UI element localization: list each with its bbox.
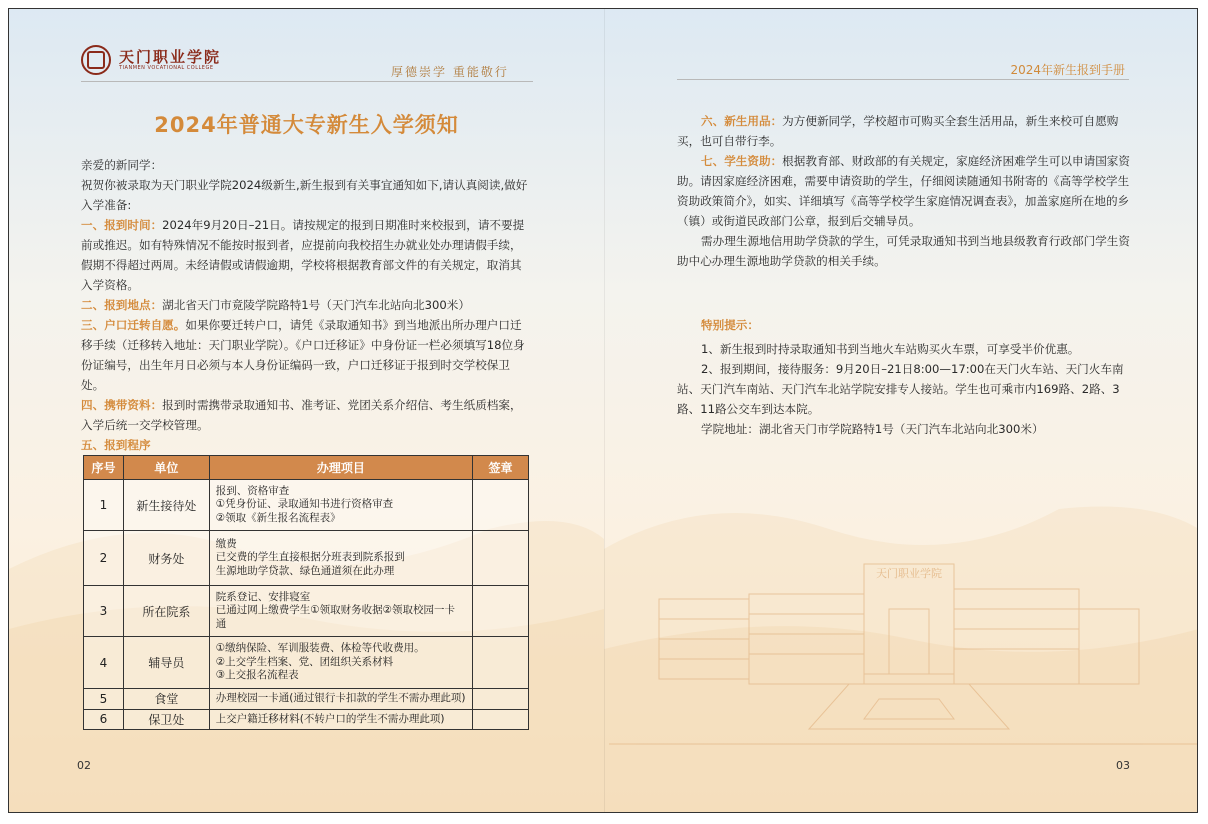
row-items (209, 531, 472, 586)
row-number: 5 (84, 689, 124, 710)
brochure-spread (8, 8, 1198, 813)
table-row (84, 480, 529, 531)
section-3 (81, 315, 533, 395)
item-line: 办理校园一卡通(通过银行卡扣款的学生不需办理此项) (215, 692, 466, 704)
tip-item: 学院地址：湖北省天门市学院路特1号（天门汽车北站向北300米） (701, 422, 1044, 436)
column-header: 序号 (84, 456, 124, 480)
greeting: 亲爱的新同学： (81, 158, 163, 172)
intro-paragraph: 祝贺你被录取为天门职业学院2024级新生,新生报到有关事宜通知如下,请认真阅读,做好入学准备: (81, 178, 528, 212)
row-unit: 新生接待处 (123, 480, 209, 531)
section-heading: 一、报到时间： (81, 218, 163, 232)
table-row (84, 689, 529, 710)
signature-cell (473, 480, 529, 531)
row-number: 1 (84, 480, 124, 531)
row-unit: 保卫处 (123, 709, 209, 730)
page-fold (604, 9, 605, 812)
table-row (84, 531, 529, 586)
row-unit: 所在院系 (123, 586, 209, 637)
section-text: 湖北省天门市竟陵学院路特1号（天门汽车北站向北300米） (162, 298, 470, 312)
section-6 (677, 111, 1135, 151)
header-rule-right (677, 79, 1129, 80)
column-header: 签章 (473, 456, 529, 480)
logo-english-name: TIANMEN VOCATIONAL COLLEGE (119, 65, 214, 71)
tips-heading: 特别提示： (701, 318, 759, 332)
building-sign: 天门职业学院 (876, 567, 942, 580)
item-line: 生源地助学贷款、绿色通道须在此办理 (215, 564, 395, 577)
table-row (84, 709, 529, 730)
row-items (209, 637, 472, 689)
special-tips (677, 315, 1135, 439)
signature-cell (473, 531, 529, 586)
row-items (209, 586, 472, 637)
item-line: 已交费的学生直接根据分班表到院系报到 (215, 551, 405, 564)
signature-cell (473, 689, 529, 710)
table-row (84, 586, 529, 637)
section-text: 如果你要迁转户口，请凭《录取通知书》到当地派出所办理户口迁移手续（迁移转入地址：天门职业学院）。《户口迁移证》中身份证一栏必须填写18位身份证编号，出生年月日必须与本人身份证编码一致，户口迁移证于报到时交学校保卫处。 (81, 318, 525, 392)
row-items (209, 480, 472, 531)
signature-cell (473, 709, 529, 730)
section-4 (81, 395, 533, 435)
section-2 (81, 295, 533, 315)
logo-chinese-name: 天门职业学院 (119, 48, 222, 66)
notice-body-continued (677, 111, 1135, 271)
item-line: ②领取《新生报名流程表》 (215, 511, 341, 524)
item-line: 报到、资格审查 (215, 484, 290, 497)
item-line: 上交户籍迁移材料(不转户口的学生不需办理此项) (215, 712, 445, 725)
loan-note: 需办理生源地信用助学贷款的学生，可凭录取通知书到当地县级教育行政部门学生资助中心办理生源地助学贷款的相关手续。 (677, 234, 1130, 268)
item-line: ①缴纳保险、军训服装费、体检等代收费用。 (215, 642, 425, 655)
item-line: ②上交学生档案、党、团组织关系材料 (215, 655, 394, 668)
row-unit: 食堂 (123, 689, 209, 710)
item-line: 缴费 (215, 537, 237, 550)
column-header: 办理项目 (209, 456, 472, 480)
section-heading: 五、报到程序 (81, 438, 151, 452)
document-title: 2024年普通大专新生入学须知 (154, 113, 459, 137)
row-number: 2 (84, 531, 124, 586)
emblem-icon (81, 45, 111, 75)
page-number-right: 03 (1116, 759, 1130, 772)
tip-item: 1、新生报到时持录取通知书到当地火车站购买火车票，可享受半价优惠。 (701, 342, 1080, 356)
signature-cell (473, 586, 529, 637)
motto: 厚德崇学 重能敬行 (391, 65, 509, 79)
section-heading: 四、携带资料： (81, 398, 163, 412)
item-line: 已通过网上缴费学生①领取财务收据②领取校园一卡 通 (215, 604, 456, 630)
page-number-left: 02 (77, 759, 91, 772)
section-heading: 三、户口迁转自愿。 (81, 318, 186, 332)
section-5 (81, 435, 533, 455)
college-logo (81, 45, 221, 75)
notice-body (81, 155, 533, 455)
tip-item: 2、报到期间，接待服务：9月20日–21日8:00—17:00在天门火车站、天门火车南站、天门汽车南站、天门汽车北站学院安排专人接站。学生也可乘市内169路、2路、3路、11路公交车到达本院。 (677, 362, 1124, 416)
item-line: ①凭身份证、录取通知书进行资格审查 (215, 498, 394, 511)
row-unit: 辅导员 (123, 637, 209, 689)
item-line: ③上交报名流程表 (215, 669, 299, 682)
signature-cell (473, 637, 529, 689)
header-rule-left (81, 81, 533, 82)
section-1 (81, 215, 533, 295)
handbook-title: 2024年新生报到手册 (1010, 63, 1125, 77)
section-heading: 七、学生资助： (701, 154, 783, 168)
section-text: 根据教育部、财政部的有关规定，家庭经济困难学生可以申请国家资助。请因家庭经济困难，需要申请资助的学生，仔细阅读随通知书附寄的《高等学校学生资助政策简介》，如实、详细填写《高等学校学生家庭情况调查表》，加盖家庭所在地的乡（镇）或街道民政部门公章，报到后交辅导员。 (677, 154, 1130, 228)
row-number: 4 (84, 637, 124, 689)
row-number: 3 (84, 586, 124, 637)
table-header-row (84, 456, 529, 480)
section-heading: 六、新生用品： (701, 114, 783, 128)
section-7 (677, 151, 1135, 231)
row-number: 6 (84, 709, 124, 730)
row-items (209, 689, 472, 710)
column-header: 单位 (123, 456, 209, 480)
row-unit: 财务处 (123, 531, 209, 586)
row-items (209, 709, 472, 730)
registration-procedure-table (83, 455, 529, 730)
section-text: 2024年9月20日–21日。请按规定的报到日期准时来校报到，请不要提前或推迟。如有特殊情况不能按时报到者，应提前向我校招生办就业处办理请假手续，假期不得超过两周。未经请假或请假逾期，学校将根据教育部文件的有关规定，取消其入学资格。 (81, 218, 525, 292)
section-text: 报到时需携带录取通知书、准考证、党团关系介绍信、考生纸质档案，入学后统一交学校管理。 (81, 398, 522, 432)
section-heading: 二、报到地点： (81, 298, 163, 312)
item-line: 院系登记、安排寝室 (215, 590, 311, 603)
section-text: 为方便新同学，学校超市可购买全套生活用品，新生来校可自愿购买，也可自带行李。 (677, 114, 1119, 148)
table-row (84, 637, 529, 689)
